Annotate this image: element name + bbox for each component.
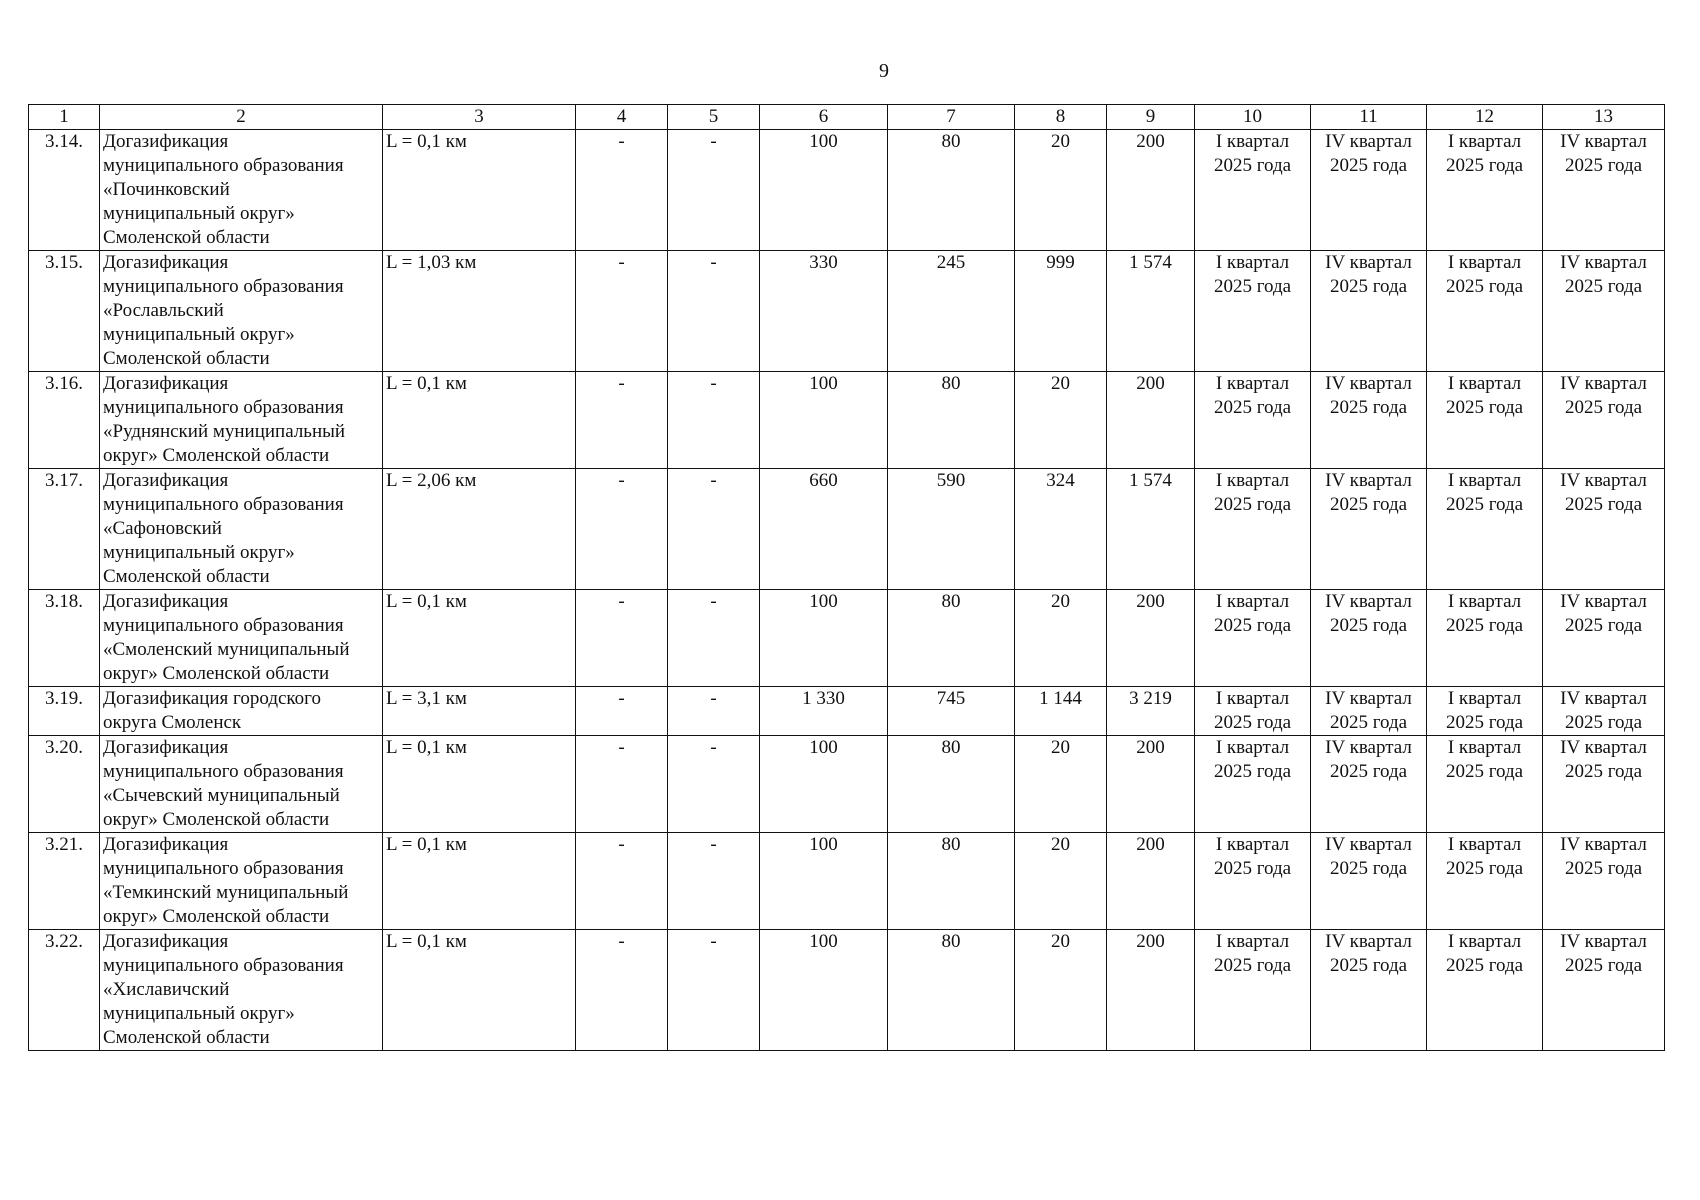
row-number-cell: 3.17.	[29, 469, 100, 590]
col11-period-cell-line: IV квартал	[1325, 737, 1412, 758]
row-number-cell: 3.14.	[29, 130, 100, 251]
table-row	[29, 930, 1665, 1051]
col10-period-cell-line: I квартал	[1215, 470, 1290, 491]
object-name-cell-line: «Темкинский муниципальный	[103, 882, 349, 903]
table-row	[29, 372, 1665, 469]
col10-period-cell	[1195, 372, 1311, 469]
col7-value-cell: 245	[888, 251, 1015, 372]
col11-period-cell	[1311, 590, 1427, 687]
col11-period-cell-line: 2025 года	[1329, 955, 1408, 976]
col10-period-cell-line: 2025 года	[1213, 155, 1292, 176]
object-name-cell	[100, 590, 383, 687]
col5-cell: -	[668, 130, 760, 251]
col13-period-cell	[1543, 687, 1665, 736]
header-col-1: 1	[29, 105, 100, 130]
object-name-cell-line: муниципального образования	[103, 397, 344, 418]
col12-period-cell	[1427, 833, 1543, 930]
col13-period-cell-line: IV квартал	[1560, 373, 1647, 394]
col10-period-cell-line: 2025 года	[1213, 858, 1292, 879]
col10-period-cell-line: 2025 года	[1213, 761, 1292, 782]
col11-period-cell-line: 2025 года	[1329, 712, 1408, 733]
object-name-cell-line: Смоленской области	[103, 227, 270, 248]
col9-value-cell: 200	[1107, 736, 1195, 833]
col8-value-cell: 324	[1015, 469, 1107, 590]
object-name-cell	[100, 251, 383, 372]
col10-period-cell	[1195, 130, 1311, 251]
gasification-table	[28, 104, 1665, 1051]
header-col-8: 8	[1015, 105, 1107, 130]
object-name-cell-line: муниципального образования	[103, 858, 344, 879]
col10-period-cell-line: 2025 года	[1213, 955, 1292, 976]
object-name-cell-line: Смоленской области	[103, 1027, 270, 1048]
length-cell: L = 0,1 км	[383, 930, 576, 1051]
col13-period-cell-line: 2025 года	[1564, 397, 1643, 418]
object-name-cell-line: округ» Смоленской области	[103, 445, 330, 466]
col10-period-cell	[1195, 930, 1311, 1051]
col12-period-cell	[1427, 930, 1543, 1051]
col11-period-cell	[1311, 736, 1427, 833]
col10-period-cell-line: 2025 года	[1213, 494, 1292, 515]
col11-period-cell-line: 2025 года	[1329, 615, 1408, 636]
col4-cell: -	[576, 130, 668, 251]
table-header	[29, 105, 1665, 130]
col6-value-cell: 100	[760, 736, 888, 833]
col12-period-cell-line: 2025 года	[1445, 615, 1524, 636]
col13-period-cell-line: IV квартал	[1560, 591, 1647, 612]
object-name-cell-line: Догазификация	[103, 252, 229, 273]
col8-value-cell: 20	[1015, 930, 1107, 1051]
header-col-5: 5	[668, 105, 760, 130]
object-name-cell-line: Догазификация	[103, 131, 229, 152]
col6-value-cell: 330	[760, 251, 888, 372]
header-col-13: 13	[1543, 105, 1665, 130]
col13-period-cell-line: IV квартал	[1560, 131, 1647, 152]
col4-cell: -	[576, 469, 668, 590]
col11-period-cell	[1311, 469, 1427, 590]
col11-period-cell-line: IV квартал	[1325, 834, 1412, 855]
col11-period-cell	[1311, 372, 1427, 469]
col12-period-cell-line: 2025 года	[1445, 955, 1524, 976]
col13-period-cell	[1543, 372, 1665, 469]
object-name-cell-line: округа Смоленск	[103, 712, 242, 733]
object-name-cell-line: «Сычевский муниципальный	[103, 785, 340, 806]
length-cell: L = 0,1 км	[383, 130, 576, 251]
col7-value-cell: 80	[888, 930, 1015, 1051]
col10-period-cell-line: I квартал	[1215, 131, 1290, 152]
col11-period-cell-line: 2025 года	[1329, 494, 1408, 515]
object-name-cell-line: «Хиславичский	[103, 979, 230, 1000]
col12-period-cell-line: I квартал	[1447, 470, 1522, 491]
table-row	[29, 687, 1665, 736]
object-name-cell-line: муниципального образования	[103, 955, 344, 976]
row-number-cell: 3.21.	[29, 833, 100, 930]
col5-cell: -	[668, 687, 760, 736]
col11-period-cell-line: IV квартал	[1325, 591, 1412, 612]
table-row	[29, 833, 1665, 930]
col12-period-cell-line: 2025 года	[1445, 397, 1524, 418]
col7-value-cell: 745	[888, 687, 1015, 736]
object-name-cell-line: Догазификация	[103, 373, 229, 394]
header-col-9: 9	[1107, 105, 1195, 130]
object-name-cell	[100, 130, 383, 251]
col11-period-cell-line: 2025 года	[1329, 276, 1408, 297]
col12-period-cell	[1427, 736, 1543, 833]
object-name-cell-line: Догазификация	[103, 834, 229, 855]
col8-value-cell: 20	[1015, 736, 1107, 833]
col10-period-cell-line: I квартал	[1215, 737, 1290, 758]
length-cell: L = 3,1 км	[383, 687, 576, 736]
col4-cell: -	[576, 736, 668, 833]
object-name-cell	[100, 930, 383, 1051]
object-name-cell-line: муниципального образования	[103, 276, 344, 297]
col11-period-cell	[1311, 833, 1427, 930]
col11-period-cell-line: IV квартал	[1325, 252, 1412, 273]
object-name-cell-line: муниципальный округ»	[103, 542, 295, 563]
col13-period-cell-line: 2025 года	[1564, 761, 1643, 782]
length-cell: L = 1,03 км	[383, 251, 576, 372]
length-cell: L = 2,06 км	[383, 469, 576, 590]
object-name-cell-line: округ» Смоленской области	[103, 906, 330, 927]
col13-period-cell-line: IV квартал	[1560, 688, 1647, 709]
col13-period-cell-line: 2025 года	[1564, 276, 1643, 297]
col12-period-cell-line: 2025 года	[1445, 155, 1524, 176]
col12-period-cell-line: I квартал	[1447, 591, 1522, 612]
col13-period-cell-line: 2025 года	[1564, 494, 1643, 515]
page-number: 9	[879, 60, 889, 82]
table-row	[29, 736, 1665, 833]
col4-cell: -	[576, 251, 668, 372]
col10-period-cell-line: 2025 года	[1213, 276, 1292, 297]
col6-value-cell: 100	[760, 833, 888, 930]
length-cell: L = 0,1 км	[383, 372, 576, 469]
col5-cell: -	[668, 590, 760, 687]
col4-cell: -	[576, 372, 668, 469]
col13-period-cell	[1543, 833, 1665, 930]
header-col-10: 10	[1195, 105, 1311, 130]
row-number-cell: 3.20.	[29, 736, 100, 833]
col8-value-cell: 20	[1015, 372, 1107, 469]
row-number-cell: 3.16.	[29, 372, 100, 469]
object-name-cell-line: Смоленской области	[103, 348, 270, 369]
object-name-cell-line: Догазификация	[103, 931, 229, 952]
col6-value-cell: 100	[760, 130, 888, 251]
col10-period-cell-line: I квартал	[1215, 834, 1290, 855]
col8-value-cell: 20	[1015, 590, 1107, 687]
row-number-cell: 3.18.	[29, 590, 100, 687]
col13-period-cell-line: IV квартал	[1560, 834, 1647, 855]
table-row	[29, 590, 1665, 687]
col5-cell: -	[668, 833, 760, 930]
col12-period-cell-line: 2025 года	[1445, 276, 1524, 297]
object-name-cell-line: муниципальный округ»	[103, 1003, 295, 1024]
col12-period-cell	[1427, 130, 1543, 251]
col7-value-cell: 80	[888, 736, 1015, 833]
col12-period-cell-line: 2025 года	[1445, 858, 1524, 879]
col11-period-cell	[1311, 251, 1427, 372]
col12-period-cell	[1427, 251, 1543, 372]
col11-period-cell-line: 2025 года	[1329, 858, 1408, 879]
col7-value-cell: 80	[888, 372, 1015, 469]
header-col-6: 6	[760, 105, 888, 130]
col10-period-cell	[1195, 833, 1311, 930]
col11-period-cell-line: 2025 года	[1329, 397, 1408, 418]
col10-period-cell-line: I квартал	[1215, 252, 1290, 273]
object-name-cell-line: муниципального образования	[103, 615, 344, 636]
header-col-2: 2	[100, 105, 383, 130]
header-row	[29, 105, 1665, 130]
table-row	[29, 130, 1665, 251]
col10-period-cell	[1195, 469, 1311, 590]
col6-value-cell: 1 330	[760, 687, 888, 736]
header-col-12: 12	[1427, 105, 1543, 130]
col10-period-cell-line: I квартал	[1215, 931, 1290, 952]
col12-period-cell-line: 2025 года	[1445, 761, 1524, 782]
col10-period-cell	[1195, 736, 1311, 833]
object-name-cell-line: Догазификация	[103, 470, 229, 491]
col12-period-cell-line: I квартал	[1447, 688, 1522, 709]
col13-period-cell	[1543, 930, 1665, 1051]
col13-period-cell-line: 2025 года	[1564, 955, 1643, 976]
col4-cell: -	[576, 687, 668, 736]
object-name-cell-line: Догазификация	[103, 591, 229, 612]
col13-period-cell-line: IV квартал	[1560, 470, 1647, 491]
length-cell: L = 0,1 км	[383, 736, 576, 833]
col7-value-cell: 80	[888, 130, 1015, 251]
length-cell: L = 0,1 км	[383, 590, 576, 687]
col11-period-cell-line: IV квартал	[1325, 931, 1412, 952]
col9-value-cell: 200	[1107, 130, 1195, 251]
header-col-7: 7	[888, 105, 1015, 130]
col11-period-cell	[1311, 930, 1427, 1051]
col9-value-cell: 1 574	[1107, 251, 1195, 372]
col13-period-cell	[1543, 130, 1665, 251]
object-name-cell-line: муниципального образования	[103, 494, 344, 515]
col13-period-cell-line: IV квартал	[1560, 737, 1647, 758]
col8-value-cell: 1 144	[1015, 687, 1107, 736]
row-number-cell: 3.15.	[29, 251, 100, 372]
col10-period-cell	[1195, 687, 1311, 736]
col13-period-cell-line: 2025 года	[1564, 155, 1643, 176]
col12-period-cell	[1427, 469, 1543, 590]
object-name-cell-line: муниципального образования	[103, 155, 344, 176]
col13-period-cell	[1543, 251, 1665, 372]
col10-period-cell-line: 2025 года	[1213, 615, 1292, 636]
col10-period-cell-line: I квартал	[1215, 688, 1290, 709]
col12-period-cell-line: I квартал	[1447, 834, 1522, 855]
col13-period-cell-line: 2025 года	[1564, 615, 1643, 636]
col5-cell: -	[668, 372, 760, 469]
col9-value-cell: 200	[1107, 590, 1195, 687]
col9-value-cell: 1 574	[1107, 469, 1195, 590]
col13-period-cell-line: 2025 года	[1564, 858, 1643, 879]
object-name-cell-line: муниципального образования	[103, 761, 344, 782]
col11-period-cell-line: IV квартал	[1325, 131, 1412, 152]
col13-period-cell	[1543, 736, 1665, 833]
object-name-cell-line: «Руднянский муниципальный	[103, 421, 346, 442]
col13-period-cell	[1543, 590, 1665, 687]
col8-value-cell: 999	[1015, 251, 1107, 372]
col12-period-cell-line: 2025 года	[1445, 712, 1524, 733]
object-name-cell-line: Догазификация	[103, 737, 229, 758]
object-name-cell	[100, 372, 383, 469]
header-col-11: 11	[1311, 105, 1427, 130]
length-cell: L = 0,1 км	[383, 833, 576, 930]
object-name-cell-line: округ» Смоленской области	[103, 663, 330, 684]
object-name-cell-line: «Рославльский	[103, 300, 224, 321]
table-row	[29, 469, 1665, 590]
col8-value-cell: 20	[1015, 130, 1107, 251]
col11-period-cell	[1311, 130, 1427, 251]
header-col-3: 3	[383, 105, 576, 130]
col7-value-cell: 80	[888, 833, 1015, 930]
col12-period-cell-line: I квартал	[1447, 737, 1522, 758]
col7-value-cell: 590	[888, 469, 1015, 590]
col5-cell: -	[668, 736, 760, 833]
table-row	[29, 251, 1665, 372]
object-name-cell-line: «Сафоновский	[103, 518, 222, 539]
col9-value-cell: 3 219	[1107, 687, 1195, 736]
object-name-cell-line: муниципальный округ»	[103, 324, 295, 345]
col9-value-cell: 200	[1107, 372, 1195, 469]
col13-period-cell-line: IV квартал	[1560, 252, 1647, 273]
col12-period-cell	[1427, 590, 1543, 687]
object-name-cell-line: округ» Смоленской области	[103, 809, 330, 830]
col13-period-cell-line: 2025 года	[1564, 712, 1643, 733]
object-name-cell	[100, 833, 383, 930]
col12-period-cell-line: I квартал	[1447, 131, 1522, 152]
col4-cell: -	[576, 590, 668, 687]
row-number-cell: 3.22.	[29, 930, 100, 1051]
col10-period-cell-line: I квартал	[1215, 591, 1290, 612]
col5-cell: -	[668, 251, 760, 372]
table-body	[29, 130, 1665, 1051]
col13-period-cell	[1543, 469, 1665, 590]
col6-value-cell: 100	[760, 372, 888, 469]
col6-value-cell: 100	[760, 930, 888, 1051]
object-name-cell-line: муниципальный округ»	[103, 203, 295, 224]
object-name-cell	[100, 469, 383, 590]
row-number-cell: 3.19.	[29, 687, 100, 736]
col4-cell: -	[576, 930, 668, 1051]
col12-period-cell	[1427, 687, 1543, 736]
col12-period-cell-line: I квартал	[1447, 931, 1522, 952]
col11-period-cell-line: IV квартал	[1325, 470, 1412, 491]
col10-period-cell	[1195, 251, 1311, 372]
col11-period-cell-line: IV квартал	[1325, 373, 1412, 394]
col6-value-cell: 100	[760, 590, 888, 687]
col6-value-cell: 660	[760, 469, 888, 590]
object-name-cell-line: Догазификация городского	[103, 688, 321, 709]
object-name-cell	[100, 687, 383, 736]
col5-cell: -	[668, 469, 760, 590]
col9-value-cell: 200	[1107, 833, 1195, 930]
col8-value-cell: 20	[1015, 833, 1107, 930]
col11-period-cell	[1311, 687, 1427, 736]
col12-period-cell-line: 2025 года	[1445, 494, 1524, 515]
col7-value-cell: 80	[888, 590, 1015, 687]
object-name-cell-line: Смоленской области	[103, 566, 270, 587]
col10-period-cell-line: I квартал	[1215, 373, 1290, 394]
object-name-cell-line: «Смоленский муниципальный	[103, 639, 350, 660]
col9-value-cell: 200	[1107, 930, 1195, 1051]
col10-period-cell-line: 2025 года	[1213, 397, 1292, 418]
col4-cell: -	[576, 833, 668, 930]
col11-period-cell-line: IV квартал	[1325, 688, 1412, 709]
object-name-cell	[100, 736, 383, 833]
col10-period-cell	[1195, 590, 1311, 687]
col11-period-cell-line: 2025 года	[1329, 155, 1408, 176]
col12-period-cell-line: I квартал	[1447, 373, 1522, 394]
col12-period-cell	[1427, 372, 1543, 469]
col13-period-cell-line: IV квартал	[1560, 931, 1647, 952]
col10-period-cell-line: 2025 года	[1213, 712, 1292, 733]
col11-period-cell-line: 2025 года	[1329, 761, 1408, 782]
header-col-4: 4	[576, 105, 668, 130]
col12-period-cell-line: I квартал	[1447, 252, 1522, 273]
col5-cell: -	[668, 930, 760, 1051]
object-name-cell-line: «Починковский	[103, 179, 230, 200]
